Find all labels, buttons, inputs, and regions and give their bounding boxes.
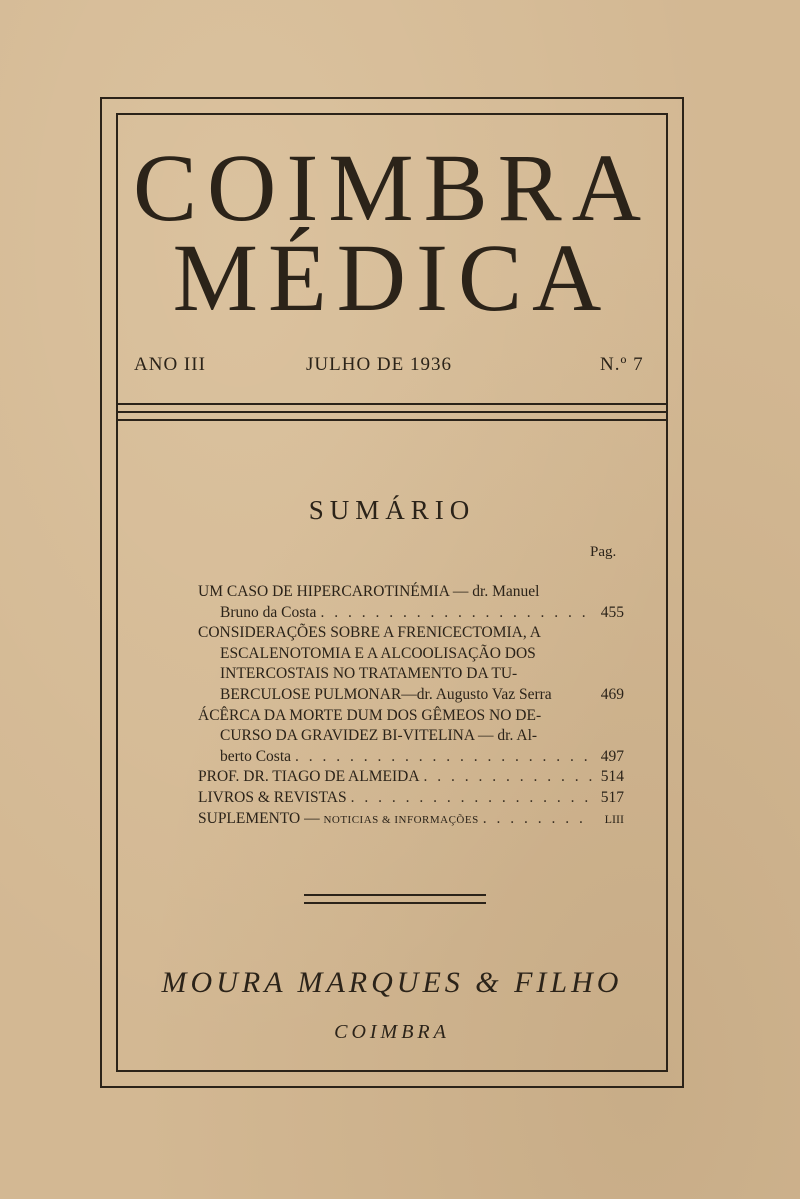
- toc-page-number: 514: [600, 768, 624, 786]
- toc-entry: [198, 788, 624, 809]
- issue-year: ANO III: [134, 354, 206, 375]
- toc-entry: [198, 767, 624, 788]
- toc-entry-text: INTERCOSTAIS NO TRATAMENTO DA TU-: [220, 665, 518, 683]
- toc-entry-text: PROF. DR. TIAGO DE ALMEIDA: [198, 768, 420, 786]
- issue-date: JULHO DE 1936: [306, 354, 452, 375]
- toc-page-number: 497: [600, 747, 624, 765]
- toc-entry-text: Bruno da Costa: [220, 603, 317, 621]
- toc-entry: [198, 623, 624, 705]
- leader-dots: [320, 603, 592, 624]
- leader-dots: [295, 747, 592, 768]
- publisher-name: MOURA MARQUES & FILHO: [161, 966, 623, 999]
- toc-entry-text: CURSO DA GRAVIDEZ BI-VITELINA — dr. Al-: [220, 727, 538, 745]
- leader-dots: [424, 767, 592, 788]
- ornament-rule-top: [304, 894, 486, 896]
- ornament-rule-bottom: [304, 902, 486, 904]
- masthead-divider-top: [116, 403, 668, 405]
- title-line-2: MÉDICA: [172, 224, 612, 331]
- toc-entry-text: ÁCÊRCA DA MORTE DUM DOS GÊMEOS NO DE-: [198, 706, 542, 724]
- toc-entry: [198, 582, 624, 623]
- leader-dots: [483, 809, 592, 830]
- toc-page-number: LIII: [604, 811, 624, 826]
- toc-entry-text: BERCULOSE PULMONAR—dr. Augusto Vaz Serra: [220, 685, 552, 703]
- issue-number: N.º 7: [600, 354, 644, 375]
- contents-heading: SUMÁRIO: [308, 495, 476, 525]
- masthead-divider-middle: [116, 411, 668, 413]
- toc-entry-text: berto Costa: [220, 747, 292, 765]
- toc-entry-text: ESCALENOTOMIA E A ALCOOLISAÇÃO DOS: [220, 644, 536, 662]
- toc-entry-subtitle: NOTICIAS & INFORMAÇÕES: [323, 813, 479, 826]
- title-line-1: COIMBRA: [132, 134, 652, 241]
- toc-entry-text: CONSIDERAÇÕES SOBRE A FRENICECTOMIA, A: [198, 624, 541, 642]
- toc-entry-text: SUPLEMENTO —: [198, 809, 320, 827]
- table-of-contents: [198, 582, 624, 830]
- toc-page-number: 455: [600, 603, 624, 621]
- publisher-city: COIMBRA: [334, 1021, 450, 1043]
- toc-entry: [198, 706, 624, 768]
- toc-entry: [198, 809, 624, 831]
- masthead-divider-bottom: [116, 419, 668, 421]
- toc-entry-text: LIVROS & REVISTAS: [198, 788, 347, 806]
- toc-page-number: 469: [600, 685, 624, 703]
- toc-page-number: 517: [600, 788, 624, 806]
- leader-dots: [351, 788, 592, 809]
- page-column-header: Pag.: [590, 544, 617, 560]
- toc-entry-text: UM CASO DE HIPERCAROTINÉMIA — dr. Manuel: [198, 583, 540, 600]
